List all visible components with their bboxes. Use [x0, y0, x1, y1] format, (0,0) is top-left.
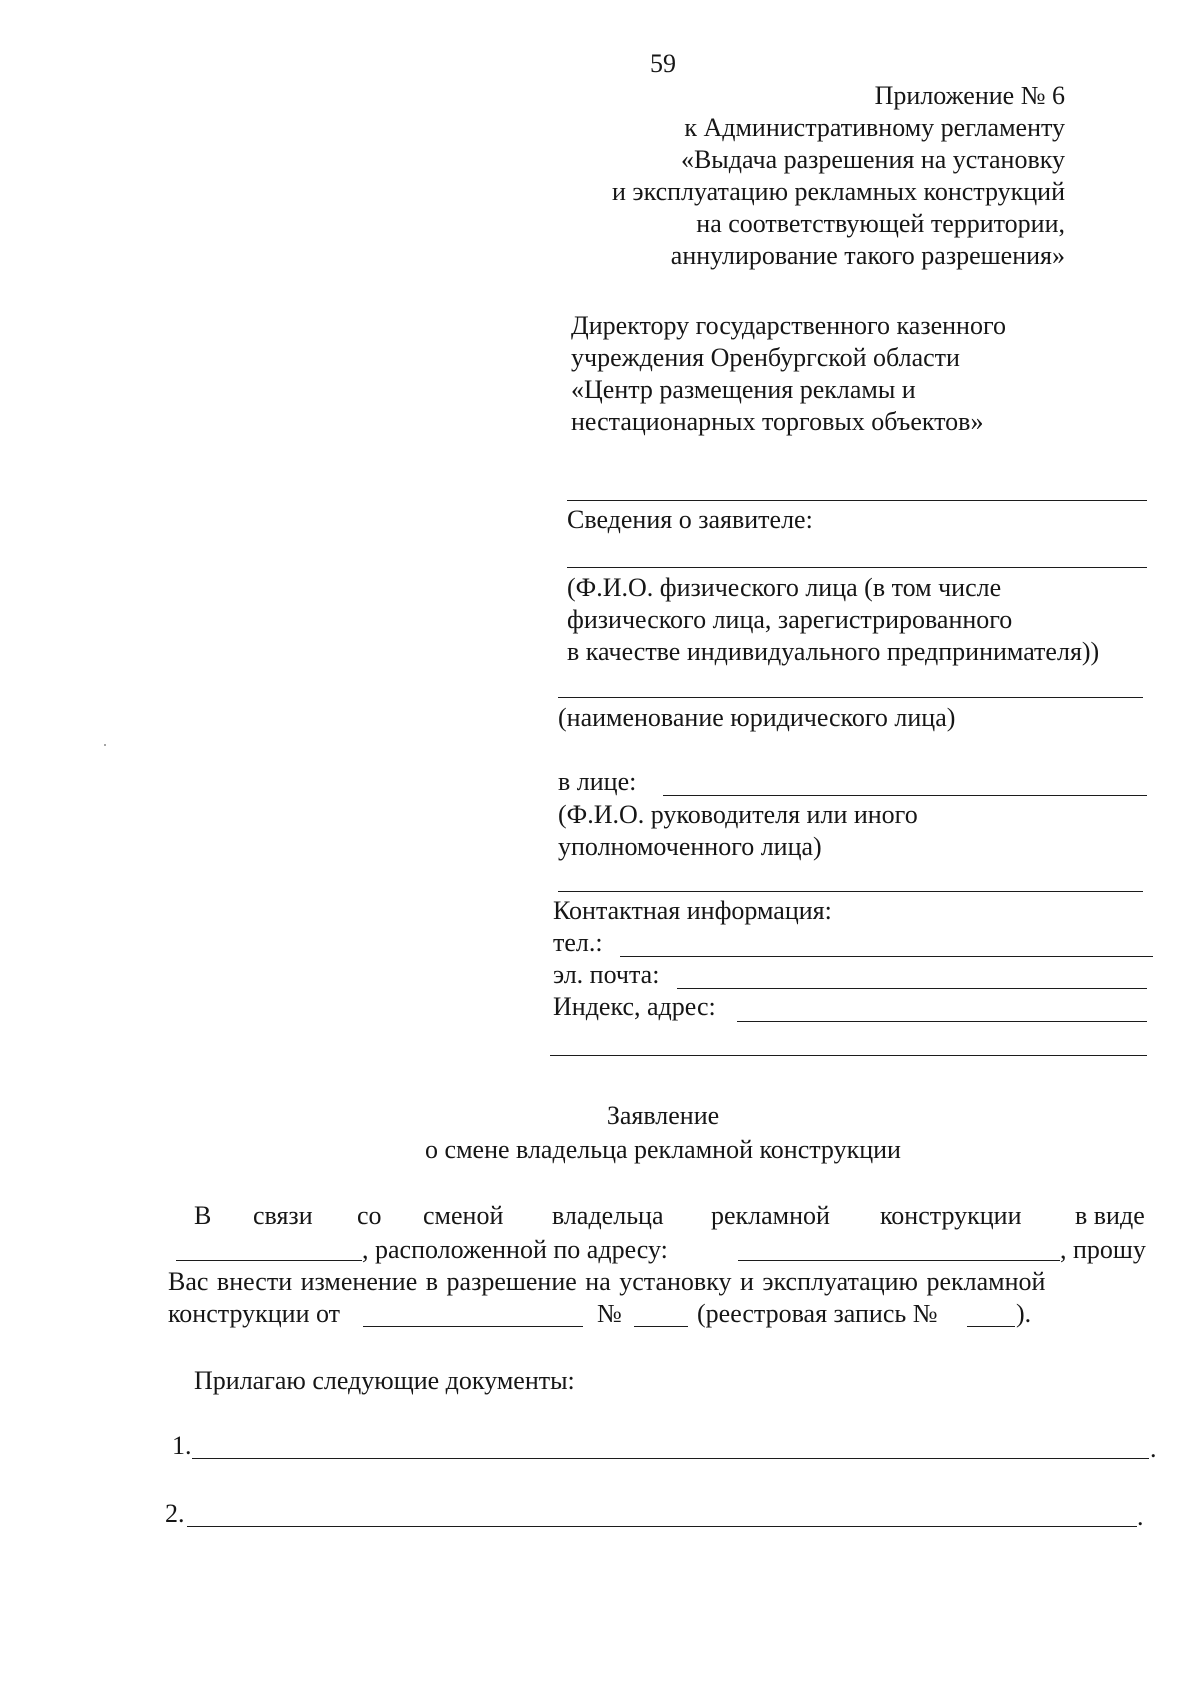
attachment-2-line[interactable]: [187, 1526, 1137, 1527]
head-name-line[interactable]: [558, 891, 1143, 892]
appendix-line-2: к Административному регламенту: [684, 113, 1065, 142]
permit-number-line[interactable]: [634, 1326, 688, 1327]
appendix-line-4: и эксплуатацию рекламных конструкций: [612, 177, 1065, 206]
attachment-1-end: .: [1150, 1434, 1157, 1463]
attachments-label: Прилагаю следующие документы:: [194, 1366, 575, 1395]
body-word: В: [194, 1201, 212, 1230]
email-line[interactable]: [677, 988, 1147, 989]
doc-subtitle: о смене владельца рекламной конструкции: [425, 1135, 901, 1164]
phone-line[interactable]: [620, 956, 1153, 957]
legal-entity-hint: (наименование юридического лица): [558, 703, 956, 732]
person-name-line[interactable]: [567, 567, 1147, 568]
person-hint-line-2: физического лица, зарегистрированного: [567, 605, 1013, 634]
body-word: в виде: [1075, 1201, 1145, 1230]
body-line-3: Вас внести изменение в разрешение на установку и эксплуатацию рекламной: [168, 1267, 1046, 1296]
body-word: владельца: [552, 1201, 664, 1230]
body-text-number-sign: №: [597, 1299, 622, 1328]
body-text-registry: (реестровая запись №: [697, 1299, 938, 1328]
in-person-line[interactable]: [663, 795, 1147, 796]
appendix-line-1: Приложение № 6: [874, 81, 1065, 110]
doc-title: Заявление: [606, 1101, 720, 1130]
registry-number-line[interactable]: [967, 1326, 1015, 1327]
body-word: рекламной: [711, 1201, 830, 1230]
attachment-2-end: .: [1137, 1502, 1144, 1531]
person-hint: [567, 572, 1099, 668]
body-word: связи: [253, 1201, 313, 1230]
contact-label: Контактная информация:: [553, 896, 832, 925]
addressee-line-4: нестационарных торговых объектов»: [571, 407, 984, 436]
legal-entity-line[interactable]: [558, 697, 1143, 698]
addressee-line-1: Директору государственного казенного: [571, 311, 1006, 340]
body-word: сменой: [423, 1201, 504, 1230]
body-word: конструкции: [880, 1201, 1022, 1230]
address-line[interactable]: [737, 1021, 1147, 1022]
body-text-request: , прошу: [1060, 1235, 1146, 1264]
addressee-block: [571, 310, 1006, 438]
scan-speck: [104, 744, 106, 746]
applicant-info-label: Сведения о заявителе:: [567, 505, 813, 534]
appendix-line-5: на соответствующей территории,: [696, 209, 1065, 238]
attachment-1-line[interactable]: [192, 1458, 1149, 1459]
appendix-line-3: «Выдача разрешения на установку: [680, 145, 1065, 174]
construction-type-line[interactable]: [176, 1260, 362, 1261]
body-text-location: , расположенной по адресу:: [362, 1235, 668, 1264]
email-label: эл. почта:: [553, 960, 660, 989]
attachment-1-number: 1.: [172, 1431, 192, 1460]
addressee-line-2: учреждения Оренбургской области: [571, 343, 960, 372]
head-hint-line-2: уполномоченного лица): [558, 832, 822, 861]
attachment-2-number: 2.: [165, 1499, 185, 1528]
director-name-line[interactable]: [567, 500, 1147, 501]
construction-address-line[interactable]: [738, 1260, 1060, 1261]
person-hint-line-1: (Ф.И.О. физического лица (в том числе: [567, 573, 1002, 602]
page-number: 59: [650, 49, 676, 78]
permit-date-line[interactable]: [363, 1326, 583, 1327]
head-hint-line-1: (Ф.И.О. руководителя или иного: [558, 800, 918, 829]
address-line-2[interactable]: [550, 1055, 1147, 1056]
appendix-line-6: аннулирование такого разрешения»: [670, 241, 1065, 270]
person-hint-line-3: в качестве индивидуального предпринимателя)): [567, 637, 1100, 666]
body-word: со: [357, 1201, 382, 1230]
phone-label: тел.:: [553, 928, 603, 957]
appendix-block: [612, 80, 1065, 272]
body-text-close: ).: [1016, 1299, 1032, 1328]
head-hint: [558, 799, 918, 863]
addressee-line-3: «Центр размещения рекламы и: [571, 375, 916, 404]
in-person-label: в лице:: [558, 767, 637, 796]
body-text-from: конструкции от: [168, 1299, 340, 1328]
address-label: Индекс, адрес:: [553, 992, 716, 1021]
